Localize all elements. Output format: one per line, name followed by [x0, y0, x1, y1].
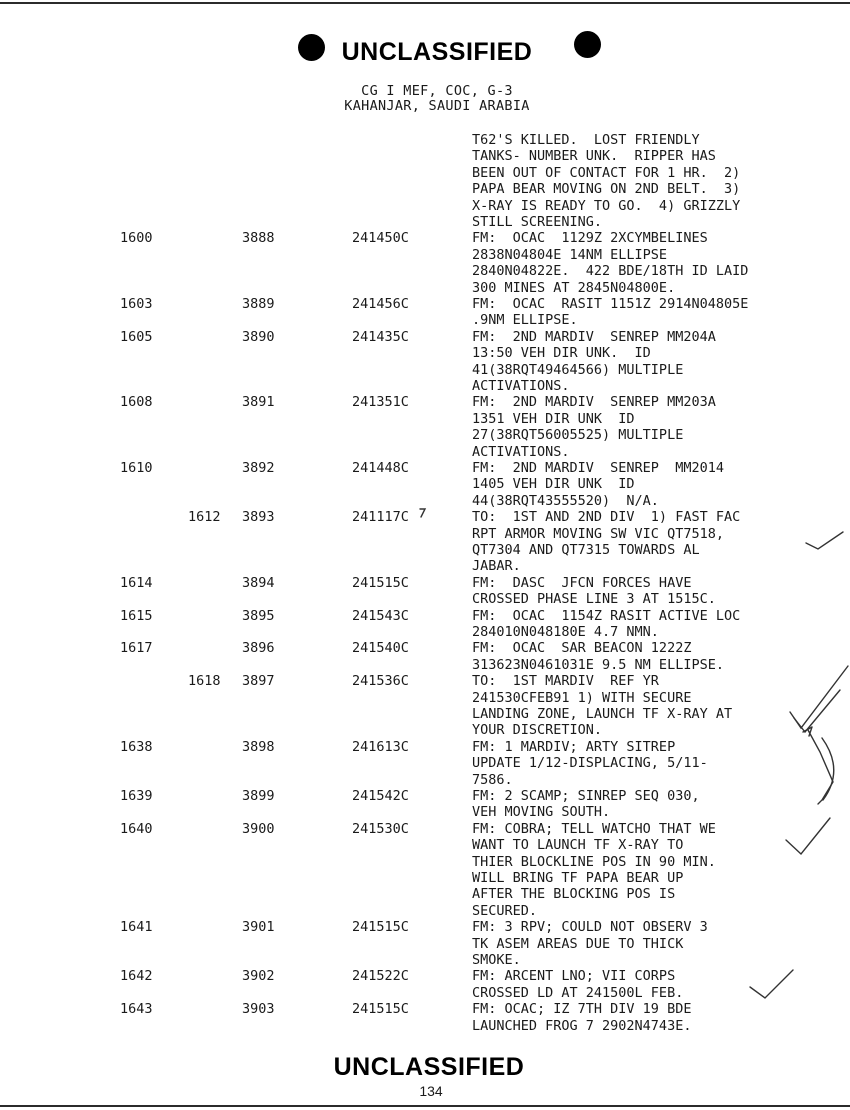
- tick-superscript: [420, 509, 425, 517]
- entry-number: 3892: [242, 460, 275, 476]
- classification-bottom: UNCLASSIFIED: [333, 1053, 525, 1081]
- entry-dtg: 241542C: [352, 788, 409, 804]
- message-line: UPDATE 1/12-DISPLACING, 5/11-: [472, 755, 708, 772]
- entry-message: [472, 575, 832, 608]
- message-line: FM: 2ND MARDIV SENREP MM203A: [472, 394, 716, 411]
- entry-number: 3891: [242, 394, 275, 411]
- entry-time: 1610: [120, 460, 153, 476]
- entry-message: [472, 394, 832, 460]
- entry-message: [472, 788, 832, 821]
- message-line: JABAR.: [472, 558, 521, 575]
- entry-number: 3896: [242, 640, 275, 657]
- entry-number: 3903: [242, 1001, 275, 1018]
- entry-time: 1643: [120, 1001, 153, 1018]
- continuation-line: BEEN OUT OF CONTACT FOR 1 HR. 2): [472, 164, 741, 181]
- entry-dtg: 241530C: [352, 820, 409, 837]
- message-line: 300 MINES AT 2845N04800E.: [472, 279, 676, 296]
- entry-time: 1640: [120, 820, 153, 837]
- continuation-line: STILL SCREENING.: [472, 213, 603, 230]
- continuation-line: X-RAY IS READY TO GO. 4) GRIZZLY: [472, 197, 741, 214]
- entry-number: 3890: [242, 328, 275, 345]
- entry-dtg: 241613C: [352, 738, 409, 755]
- entry-message: [472, 230, 832, 296]
- message-line: 313623N0461031E 9.5 NM ELLIPSE.: [472, 656, 724, 673]
- entry-number: 3900: [242, 820, 275, 837]
- classification-top: UNCLASSIFIED: [341, 38, 533, 66]
- message-line: 241530CFEB91 1) WITH SECURE: [472, 689, 692, 706]
- entry-time: 1617: [120, 640, 153, 657]
- message-line: 7586.: [472, 771, 513, 788]
- entry-time: 1615: [120, 607, 153, 624]
- message-line: TO: 1ST MARDIV REF YR: [472, 673, 659, 690]
- message-line: LAUNCHED FROG 7 2902N4743E.: [472, 1017, 692, 1034]
- entry-dtg: 241456C: [352, 296, 409, 312]
- message-line: 1351 VEH DIR UNK ID: [472, 410, 635, 427]
- message-line: TO: 1ST AND 2ND DIV 1) FAST FAC: [472, 509, 741, 526]
- message-line: TK ASEM AREAS DUE TO THICK: [472, 935, 684, 952]
- continuation-line: PAPA BEAR MOVING ON 2ND BELT. 3): [472, 181, 741, 198]
- entry-time: 1605: [120, 328, 153, 345]
- message-line: .9NM ELLIPSE.: [472, 312, 578, 329]
- entry-time: 1614: [120, 574, 153, 591]
- message-line: 27(38RQT56005525) MULTIPLE: [472, 427, 684, 444]
- message-line: 44(38RQT43555520) N/A.: [472, 492, 659, 509]
- message-line: RPT ARMOR MOVING SW VIC QT7518,: [472, 525, 724, 542]
- entry-time: 1600: [120, 230, 153, 247]
- message-line: FM: DASC JFCN FORCES HAVE: [472, 574, 692, 591]
- message-line: 13:50 VEH DIR UNK. ID: [472, 345, 651, 362]
- message-line: YOUR DISCRETION.: [472, 722, 603, 739]
- message-line: 1405 VEH DIR UNK ID: [472, 476, 635, 493]
- entry-time: 1603: [120, 296, 153, 312]
- entry-time: 1642: [120, 968, 153, 985]
- message-line: FM: OCAC 1154Z RASIT ACTIVE LOC: [472, 607, 741, 624]
- entry-dtg: 241448C: [352, 460, 409, 476]
- header-line-2: KAHANJAR, SAUDI ARABIA: [344, 98, 530, 114]
- entry-time: 1618: [188, 673, 221, 690]
- message-line: FM: 2ND MARDIV SENREP MM204A: [472, 328, 716, 345]
- entry-dtg: 241515C: [352, 919, 409, 936]
- message-line: FM: 1 MARDIV; ARTY SITREP: [472, 738, 676, 755]
- entry-number: 3895: [242, 607, 275, 624]
- message-line: FM: OCAC RASIT 1151Z 2914N04805E: [472, 296, 749, 312]
- entry-message: [472, 460, 832, 509]
- entry-number: 3888: [242, 230, 275, 247]
- message-line: FM: OCAC 1129Z 2XCYMBELINES: [472, 230, 708, 247]
- message-line: FM: 2 SCAMP; SINREP SEQ 030,: [472, 788, 700, 804]
- entry-dtg: 241117C: [352, 509, 409, 526]
- bottom-edge-line: [0, 1105, 850, 1107]
- entry-number: 3899: [242, 788, 275, 804]
- continuation-line: TANKS- NUMBER UNK. RIPPER HAS: [472, 148, 716, 165]
- header-line-1: CG I MEF, COC, G-3: [361, 83, 513, 99]
- entry-number: 3889: [242, 296, 275, 312]
- message-line: VEH MOVING SOUTH.: [472, 804, 611, 821]
- message-line: QT7304 AND QT7315 TOWARDS AL: [472, 541, 700, 558]
- entry-dtg: 241540C: [352, 640, 409, 657]
- entry-time: 1612: [188, 509, 221, 526]
- message-line: FM: OCAC; IZ 7TH DIV 19 BDE: [472, 1001, 692, 1018]
- top-edge-line: [0, 2, 850, 4]
- entry-message: [472, 919, 832, 968]
- entry-message: [472, 329, 832, 395]
- message-line: FM: OCAC SAR BEACON 1222Z: [472, 640, 692, 657]
- entry-dtg: 241543C: [352, 607, 409, 624]
- message-line: THIER BLOCKLINE POS IN 90 MIN.: [472, 853, 716, 870]
- message-line: AFTER THE BLOCKING POS IS: [472, 886, 676, 903]
- entry-message: [472, 296, 832, 329]
- message-line: 41(38RQT49464566) MULTIPLE: [472, 361, 684, 378]
- message-line: FM: ARCENT LNO; VII CORPS: [472, 968, 676, 985]
- entry-time: 1608: [120, 394, 153, 411]
- entry-message: [472, 673, 832, 739]
- message-line: CROSSED PHASE LINE 3 AT 1515C.: [472, 591, 716, 608]
- message-line: ACTIVATIONS.: [472, 377, 570, 394]
- message-line: LANDING ZONE, LAUNCH TF X-RAY AT: [472, 705, 733, 722]
- entry-dtg: 241522C: [352, 968, 409, 985]
- entry-dtg: 241450C: [352, 230, 409, 247]
- entry-number: 3898: [242, 738, 275, 755]
- page-number: 134: [419, 1083, 443, 1099]
- entry-dtg: 241536C: [352, 673, 409, 690]
- message-line: FM: 2ND MARDIV SENREP MM2014: [472, 460, 724, 476]
- entry-dtg: 241435C: [352, 328, 409, 345]
- message-line: 284010N048180E 4.7 NMN.: [472, 623, 659, 640]
- message-line: 2838N04804E 14NM ELLIPSE: [472, 246, 668, 263]
- message-line: WILL BRING TF PAPA BEAR UP: [472, 869, 684, 886]
- entry-number: 3901: [242, 919, 275, 936]
- entry-message: [472, 968, 832, 1001]
- entry-time: 1639: [120, 788, 153, 804]
- message-line: 2840N04822E. 422 BDE/18TH ID LAID: [472, 263, 749, 280]
- entry-dtg: 241351C: [352, 394, 409, 411]
- entry-message: [472, 640, 832, 673]
- message-line: WANT TO LAUNCH TF X-RAY TO: [472, 837, 684, 854]
- message-line: ACTIVATIONS.: [472, 443, 570, 460]
- entry-message: [472, 821, 832, 919]
- entry-time: 1638: [120, 738, 153, 755]
- entry-number: 3897: [242, 673, 275, 690]
- message-line: FM: 3 RPV; COULD NOT OBSERV 3: [472, 919, 708, 936]
- entry-message: [472, 509, 832, 575]
- entry-dtg: 241515C: [352, 1001, 409, 1018]
- entry-dtg: 241515C: [352, 574, 409, 591]
- entry-number: 3894: [242, 574, 275, 591]
- message-line: SECURED.: [472, 902, 538, 919]
- entry-message: [472, 739, 832, 788]
- entry-time: 1641: [120, 919, 153, 936]
- continuation-text: [472, 132, 832, 230]
- message-line: FM: COBRA; TELL WATCHO THAT WE: [472, 820, 716, 837]
- entry-message: [472, 1001, 832, 1034]
- entry-message: [472, 608, 832, 641]
- message-line: SMOKE.: [472, 951, 521, 968]
- message-line: CROSSED LD AT 241500L FEB.: [472, 984, 684, 1001]
- continuation-line: T62'S KILLED. LOST FRIENDLY: [472, 132, 700, 148]
- entry-number: 3902: [242, 968, 275, 985]
- entry-number: 3893: [242, 509, 275, 526]
